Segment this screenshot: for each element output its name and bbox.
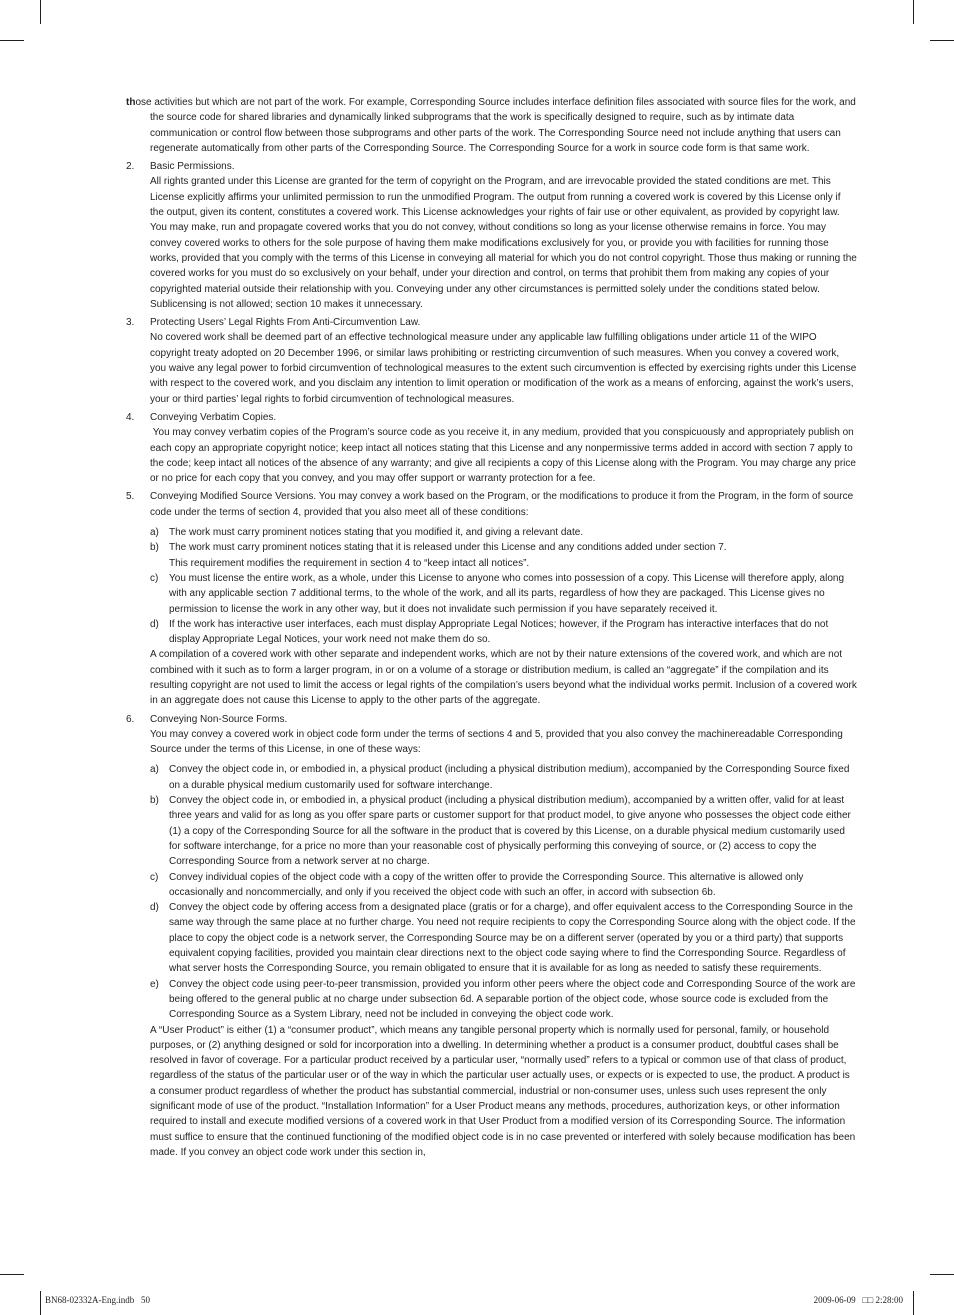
- section-heading: Basic Permissions.: [150, 161, 235, 173]
- list-text: If the work has interactive user interfaces, each must display Appropriate Legal Notices; however, if the Program has interactive interfaces that do not display Appropriate Legal Notices, your work need not make them do so.: [169, 618, 829, 646]
- list-letter: b): [150, 542, 159, 554]
- list-letter: a): [150, 527, 159, 539]
- crop-mark: [40, 1291, 41, 1315]
- section-body: No covered work shall be deemed part of an effective technological measure under any applicable law fulfilling obligations under article 11 of the WIPO copyright treaty adopted on 20 December 1996, or similar laws prohibiting or restricting circumvention of such measures. When you convey a covered work, you waive any legal power to forbid circumvention of technological measures to the extent such circumvention is effected by exercising rights under this License with respect to the covered work, and you disclaim any intention to limit operation or modification of the work as a means of enforcing, against the work’s users, your or third parties’ legal rights to forbid circumvention of technological measures.: [150, 332, 857, 405]
- section-body: All rights granted under this License are granted for the term of copyright on the Program, and are irrevocable provided the stated conditions are met. This License explicitly affirms your unlimited permission to run the unmodified Program. The output from running a covered work is covered by this License only if the output, given its content, constitutes a covered work. This License acknowledges your rights of fair use or other equivalent, as provided by copyright law. You may make, run and propagate covered works that you do not convey, without conditions so long as your license otherwise remains in force. You may convey covered works to others for the sole purpose of having them make modifications exclusively for you, or provide you with facilities for running those works, provided that you comply with the terms of this License in conveying all material for which you do not control copyright. Those thus making or running the covered works for you must do so exclusively on your behalf, under your direction and control, on terms that prohibit them from making any copies of your copyrighted material outside their relationship with you. Conveying under any other circumstances is permitted solely under the conditions stated below. Sublicensing is not allowed; section 10 makes it unnecessary.: [150, 176, 857, 310]
- section-4: [126, 410, 857, 486]
- list-item: [150, 525, 857, 540]
- list-text: Convey the object code in, or embodied in, a physical product (including a physical distribution medium), accompanied by the Corresponding Source fixed on a durable physical medium customarily used for software interchange.: [169, 764, 850, 791]
- section-heading: Conveying Non-Source Forms.: [150, 713, 288, 725]
- section-2: [126, 159, 857, 312]
- list-text: The work must carry prominent notices stating that it is released under this License and any conditions added under section 7.: [169, 542, 727, 554]
- section-3: [126, 315, 857, 407]
- sublist: [150, 525, 857, 647]
- footer-timestamp: 2009-06-09 □□ 2:28:00: [813, 1295, 903, 1305]
- crop-mark: [0, 1274, 24, 1275]
- section-heading: Protecting Users’ Legal Rights From Anti-Circumvention Law.: [150, 317, 421, 329]
- paragraph-text: ose activities but which are not part of the work. For example, Corresponding Source includes interface definition files associated with source files for the work, and the source code for shared libraries and dynamically linked subprograms that the work is specifically designed to require, such as by intimate data communication or control flow between those subprograms and other parts of the work. The Corresponding Source need not include anything that users can regenerate automatically from other parts of the Corresponding Source. The Corresponding Source for a work in source code form is that same work.: [135, 97, 856, 154]
- continued-paragraph: [126, 95, 857, 156]
- list-item: [150, 540, 857, 571]
- list-letter: e): [150, 978, 159, 990]
- section-body: You may convey a covered work in object code form under the terms of sections 4 and 5, provided that you also convey the machinereadable Corresponding Source under the terms of this License, in one of these ways:: [150, 728, 843, 756]
- bold-lead: th: [126, 97, 136, 108]
- list-item: [150, 870, 857, 901]
- list-letter: d): [150, 618, 159, 630]
- list-item: [150, 762, 857, 793]
- list-letter: c): [150, 572, 159, 584]
- list-item: [150, 977, 857, 1023]
- list-letter: b): [150, 795, 159, 807]
- section-body: You may convey verbatim copies of the Program’s source code as you receive it, in any medium, provided that you conspicuously and appropriately publish on each copy an appropriate copyright notice; keep intact all notices stating that this License and any nonpermissive terms added in accord with section 7 apply to the code; keep intact all notices of the absence of any warranty; and give all recipients a copy of this License along with the Program. You may charge any price or no price for each copy that you convey, and you may offer support or warranty protection for a fee.: [150, 427, 859, 485]
- section-6: [126, 712, 857, 1161]
- list-item: [150, 900, 857, 976]
- list-text: Convey individual copies of the object code with a copy of the written offer to provide the Corresponding Source. This alternative is allowed only occasionally and noncommercially, and only if you received the object code with such an offer, in accord with subsection 6b.: [169, 871, 804, 898]
- list-letter: d): [150, 902, 159, 914]
- list-text: Convey the object code using peer-to-peer transmission, provided you inform other peers where the object code and Corresponding Source of the work are being offered to the general public at no charge under subsection 6d. A separable portion of the object code, whose source code is excluded from the Corresponding Source as a System Library, need not be included in conveying the object code work.: [169, 978, 856, 1021]
- list-item: [150, 617, 857, 648]
- sublist: [150, 762, 857, 1022]
- section-body: A “User Product” is either (1) a “consumer product”, which means any tangible personal property which is normally used for personal, family, or household purposes, or (2) anything designed or sold for incorporation into a dwelling. In determining whether a product is a consumer product, doubtful cases shall be resolved in favor of coverage. For a particular product received by a particular user, “normally used” refers to a typical or common use of that class of product, regardless of the status of the particular user or of the way in which the particular user actually uses, or expects or is expected to use, the product. A product is a consumer product regardless of whether the product has substantial commercial, industrial or non-consumer uses, unless such uses represent the only significant mode of use of the product. “Installation Information” for a User Product means any methods, procedures, authorization keys, or other information required to install and execute modified versions of a covered work in that User Product from a modified version of its Corresponding Source. The information must suffice to ensure that the continued functioning of the modified object code is in no case prevented or interfered with solely because modification has been made. If you convey an object code work under this section in,: [150, 1024, 856, 1158]
- list-item: [150, 793, 857, 869]
- license-text: [126, 95, 857, 1160]
- section-number: 2.: [126, 161, 135, 173]
- section-heading: Conveying Verbatim Copies.: [150, 411, 277, 423]
- crop-mark: [930, 40, 954, 41]
- section-number: 4.: [126, 411, 135, 423]
- list-letter: a): [150, 764, 159, 776]
- section-number: 5.: [126, 491, 135, 503]
- section-number: 6.: [126, 713, 135, 725]
- crop-mark: [913, 1291, 914, 1315]
- list-text: Convey the object code in, or embodied in, a physical product (including a physical distribution medium), accompanied by a written offer, valid for at least three years and valid for as long as you offer spare parts or customer support for that product model, to give anyone who possesses the object code either (1) a copy of the Corresponding Source for all the software in the product that is covered by this License, on a durable physical medium customarily used for software interchange, for a price no more than your reasonable cost of physically performing this conveying of source, or (2) access to copy the Corresponding Source from a network server at no charge.: [169, 795, 851, 868]
- crop-mark: [0, 40, 24, 41]
- list-item: [150, 571, 857, 617]
- section-5: [126, 489, 857, 708]
- crop-mark: [930, 1274, 954, 1275]
- list-text: Convey the object code by offering access from a designated place (gratis or for a charge), and offer equivalent access to the Corresponding Source in the same way through the same place at no further charge. You need not require recipients to copy the Corresponding Source along with the object code. If the place to copy the object code is a network server, the Corresponding Source may be on a different server (operated by you or a third party) that supports equivalent copying facilities, provided you maintain clear directions next to the object code saying where to find the Corresponding Source. Regardless of what server hosts the Corresponding Source, you remain obligated to ensure that it is available for as long as needed to satisfy these requirements.: [169, 902, 856, 975]
- crop-mark: [913, 0, 914, 24]
- list-letter: c): [150, 871, 159, 883]
- section-number: 3.: [126, 317, 135, 329]
- list-text-continued: This requirement modifies the requirement in section 4 to “keep intact all notices”.: [169, 557, 530, 569]
- section-body: A compilation of a covered work with other separate and independent works, which are not by their nature extensions of the covered work, and which are not combined with it such as to form a larger program, in or on a volume of a storage or distribution medium, is called an “aggregate” if the compilation and its resulting copyright are not used to limit the access or legal rights of the compilation’s users beyond what the individual works permit. Inclusion of a covered work in an aggregate does not cause this License to apply to the other parts of the aggregate.: [150, 649, 857, 707]
- footer-file-info: BN68-02332A-Eng.indb 50: [45, 1295, 150, 1305]
- section-heading: Conveying Modified Source Versions. You may convey a work based on the Program, or the modifications to produce it from the Program, in the form of source code under the terms of section 4, provided that you also meet all of these conditions:: [150, 491, 854, 518]
- list-text: You must license the entire work, as a whole, under this License to anyone who comes into possession of a copy. This License will therefore apply, along with any applicable section 7 additional terms, to the whole of the work, and all its parts, regardless of how they are packaged. This License gives no permission to license the work in any other way, but it does not invalidate such permission if you have separately received it.: [169, 572, 845, 615]
- list-text: The work must carry prominent notices stating that you modified it, and giving a relevant date.: [169, 527, 584, 539]
- crop-mark: [40, 0, 41, 24]
